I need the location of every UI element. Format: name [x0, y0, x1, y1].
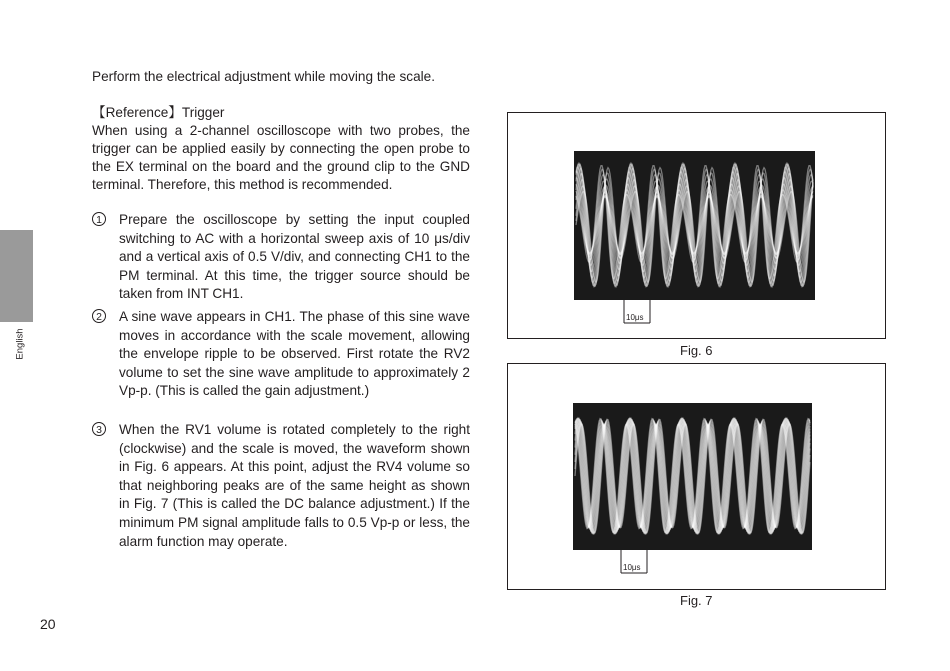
time-scale-label: 10μs — [626, 313, 644, 322]
step-text: Prepare the oscilloscope by setting the input coupled switching to AC with a horizontal sweep axis of 10 μs/div and a vertical axis of 0.5 V/div, and connecting CH1 to the PM terminal. At this time, the trigger source should be taken from INT CH1. — [119, 212, 470, 302]
reference-heading: 【Reference】Trigger — [92, 105, 225, 120]
step-number-badge: 1 — [92, 212, 106, 226]
page-number: 20 — [40, 616, 56, 632]
language-label: English — [14, 328, 26, 360]
figure-7-caption: Fig. 7 — [680, 593, 713, 608]
step-3 — [92, 421, 470, 551]
figure-6-frame — [507, 112, 886, 339]
figure-7-frame — [507, 363, 886, 590]
step-1 — [92, 211, 470, 304]
figure-6-caption: Fig. 6 — [680, 343, 713, 358]
intro-paragraph: Perform the electrical adjustment while moving the scale. — [92, 69, 436, 84]
oscilloscope-trace-fig6 — [508, 113, 885, 338]
time-scale-label: 10μs — [623, 563, 641, 572]
language-side-tab — [0, 230, 33, 322]
step-2 — [92, 308, 470, 401]
step-text: A sine wave appears in CH1. The phase of this sine wave moves in accordance with the scale movement, allowing the envelope ripple to be observed. First rotate the RV2 volume to set the sine wave amplitude to approximately 2 Vp-p. (This is called the gain adjustment.) — [119, 309, 470, 399]
reference-paragraph: When using a 2-channel oscilloscope with two probes, the trigger can be applied easily by connecting the open probe to the EX terminal on the board and the ground clip to the GND terminal. Therefore, this method is recommended. — [92, 123, 470, 193]
step-number-badge: 2 — [92, 309, 106, 323]
step-number-badge: 3 — [92, 422, 106, 436]
oscilloscope-trace-fig7 — [508, 364, 885, 589]
step-text: When the RV1 volume is rotated completely to the right (clockwise) and the scale is moved, the waveform shown in Fig. 6 appears. At this point, adjust the RV4 volume so that neighboring peaks are of the same height as shown in Fig. 7 (This is called the DC balance adjustment.) If the minimum PM signal amplitude falls to 0.5 Vp-p or less, the alarm function may operate. — [119, 422, 470, 549]
